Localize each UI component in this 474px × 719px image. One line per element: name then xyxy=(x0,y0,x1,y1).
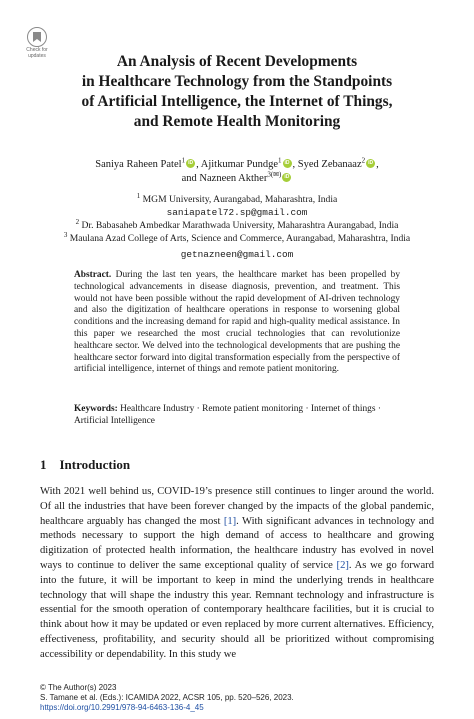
section-title: Introduction xyxy=(59,457,131,472)
email-link[interactable]: getnazneen@gmail.com xyxy=(180,248,294,260)
author-name: and Nazneen Akther xyxy=(181,173,268,184)
abstract-text: During the last ten years, the healthcare market has been propelled by technological advancements in disease diagnosis, prevention, and treatment. This would not have been possible without the rapid development of AI-driven technology and also the digitization of healthcare operations in response to worsening global conditions and the increasing demand for rapid and high-quality medical assistance. In this paper we researched the most crucial technologies that can revolutionize healthcare sector. We delved into the technological developments that are pushing the healthcare sector forward into digital transformation especially from the perspective of artificial intelligence, internet of things and remote patient monitoring. xyxy=(74,270,401,375)
introduction-paragraph: With 2021 well behind us, COVID-19’s presence still continues to linger around the world. Of all the industries that have been forever changed by the impacts of the global pandemic, healthcare arguably has changed the most [1]. With significant advances in technology and methods necessary to support the high demand of access to healthcare and growing digitization of protected health information, the healthcare industry has evolved in novel ways to continue to deliver the same exceptional quality of service [2]. As we go forward into the future, it will be important to keep in mind the underlying trends in healthcare technology that will shape the industry this year. Remnant technology and infrastructure is essential for the smooth operation of contemporary healthcare facilities, but it is crucial to think about how it may be updated or even replaced by more current alternatives. Efficiency, effectiveness, profitability, and security should all be prioritized without compromising accessibility or dependability. In this study we xyxy=(40,486,434,660)
section-heading xyxy=(40,457,130,473)
bookmark-icon xyxy=(27,27,47,47)
author-list: Saniya Raheen Patel$^1$iD , Ajitkumar Pundge$^1$iD , Syed Zebanaaz$^2$iD , and Nazneen Akther$^{3(✉)}$iD xyxy=(40,158,434,186)
footer xyxy=(40,683,440,713)
paper-title xyxy=(40,52,434,132)
email-link[interactable]: saniapatel72.sp@gmail.com xyxy=(166,206,308,218)
badge-line1: Check for xyxy=(26,47,48,53)
abstract xyxy=(74,270,400,376)
title-line: An Analysis of Recent Developments xyxy=(116,53,358,70)
author-name: Ajitkumar Pundge xyxy=(200,159,279,170)
citation-info: S. Tamane et al. (Eds.): ICAMIDA 2022, ACSR 105, pp. 520–526, 2023. xyxy=(40,693,294,702)
badge-line2: updates xyxy=(28,53,46,59)
citation-link[interactable]: [2] xyxy=(336,559,349,571)
orcid-icon[interactable] xyxy=(186,159,195,168)
section-number: 1 xyxy=(40,457,47,472)
title-line: of Artificial Intelligence, the Internet of Things, xyxy=(81,93,393,110)
abstract-label: Abstract. xyxy=(74,270,112,280)
citation-link[interactable]: [1] xyxy=(223,515,237,527)
keywords-label: Keywords: xyxy=(74,404,118,414)
title-line: in Healthcare Technology from the Standpoints xyxy=(81,73,393,90)
orcid-icon[interactable] xyxy=(282,173,291,182)
affiliation-1: $^1$ MGM University, Aurangabad, Maharashtra, India saniapatel72.sp@gmail.com xyxy=(40,194,434,219)
affiliation-3: $^3$ Maulana Azad College of Arts, Science and Commerce, Aurangabad, Maharashtra, India getnazneen@gmail.com xyxy=(40,233,434,261)
doi-link[interactable]: https://doi.org/10.2991/978-94-6463-136-4_45 xyxy=(40,703,204,712)
orcid-icon[interactable] xyxy=(283,159,292,168)
copyright: © The Author(s) 2023 xyxy=(40,683,117,692)
keywords-text: Healthcare Industry · Remote patient monitoring · Internet of things · Artificial Intelligence xyxy=(74,404,381,426)
title-line: and Remote Health Monitoring xyxy=(133,113,341,130)
affiliation-2: $^2$ Dr. Babasaheb Ambedkar Marathwada University, Maharashtra Aurangabad, India xyxy=(75,217,399,231)
keywords xyxy=(74,404,400,428)
author-name: Saniya Raheen Patel xyxy=(95,159,182,170)
author-name: Syed Zebanaaz xyxy=(297,159,362,170)
orcid-icon[interactable] xyxy=(366,159,375,168)
